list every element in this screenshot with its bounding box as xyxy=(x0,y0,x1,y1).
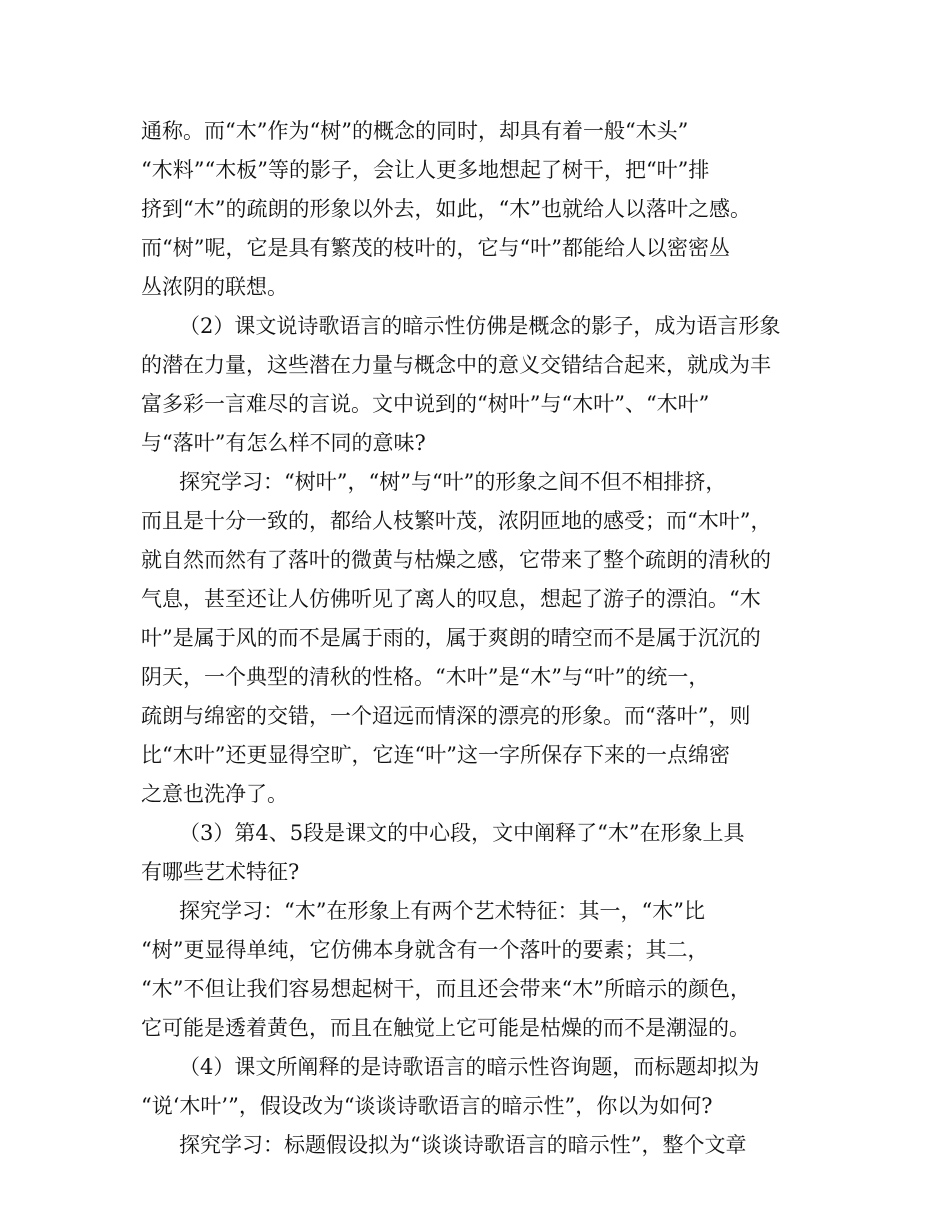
text-line: 通称。而“木”作为“树”的概念的同时，却具有着一般“木头” xyxy=(141,119,689,143)
text-line: 的潜在力量，这些潜在力量与概念中的意义交错结合起来，就成为丰 xyxy=(141,353,771,377)
text-line: 而“树”呢，它是具有繁茂的枝叶的，它与“叶”都能给人以密密丛 xyxy=(141,236,730,260)
text-line: 探究学习：标题假设拟为“谈谈诗歌语言的暗示性”，整个文章 xyxy=(179,1133,747,1157)
text-line: 有哪些艺术特征? xyxy=(141,860,300,884)
text-line: 气息，甚至还让人仿佛听见了离人的叹息，想起了游子的漂泊。“木 xyxy=(141,587,761,611)
text-line: “木”不但让我们容易想起树干，而且还会带来“木”所暗示的颜色， xyxy=(141,977,751,1001)
text-line: “木料”“木板”等的影子，会让人更多地想起了树干，把“叶”排 xyxy=(141,158,710,182)
text-line: 叶”是属于风的而不是属于雨的，属于爽朗的晴空而不是属于沉沉的 xyxy=(141,626,761,650)
text-line: 与“落叶”有怎么样不同的意味? xyxy=(141,431,426,455)
text-line: 探究学习：“木”在形象上有两个艺术特征：其一，“木”比 xyxy=(179,899,705,923)
text-line: 就自然而然有了落叶的微黄与枯燥之感，它带来了整个疏朗的清秋的 xyxy=(141,548,771,572)
text-line: 富多彩一言难尽的言说。文中说到的“树叶”与“木叶”、“木叶” xyxy=(141,392,710,416)
text-line: 比“木叶”还更显得空旷，它连“叶”这一字所保存下来的一点绵密 xyxy=(141,743,730,767)
text-line: “说‘木叶’”，假设改为“谈谈诗歌语言的暗示性”，你以为如何? xyxy=(141,1094,713,1118)
body-text xyxy=(141,112,831,1165)
text-line: 它可能是透着黄色，而且在触觉上它可能是枯燥的而不是潮湿的。 xyxy=(141,1016,750,1040)
text-line: （3）第4、5段是课文的中心段，文中阐释了“木”在形象上具 xyxy=(179,821,745,845)
text-line: 挤到“木”的疏朗的形象以外去，如此，“木”也就给人以落叶之感。 xyxy=(141,197,751,221)
text-line: 而且是十分一致的，都给人枝繁叶茂，浓阴匝地的感受；而“木叶”， xyxy=(141,509,772,533)
text-line: 阴天，一个典型的清秋的性格。“木叶”是“木”与“叶”的统一， xyxy=(141,665,710,689)
text-line: 之意也洗净了。 xyxy=(141,782,288,806)
text-line: 探究学习：“树叶”，“树”与“叶”的形象之间不但不相排挤， xyxy=(179,470,727,494)
text-line: （2）课文说诗歌语言的暗示性仿佛是概念的影子，成为语言形象 xyxy=(179,314,781,338)
text-line: 丛浓阴的联想。 xyxy=(141,275,288,299)
text-line: （4）课文所阐释的是诗歌语言的暗示性咨询题，而标题却拟为 xyxy=(179,1055,760,1079)
text-line: 疏朗与绵密的交错，一个迢远而情深的漂亮的形象。而“落叶”，则 xyxy=(141,704,751,728)
text-line: “树”更显得单纯，它仿佛本身就含有一个落叶的要素；其二， xyxy=(141,938,709,962)
